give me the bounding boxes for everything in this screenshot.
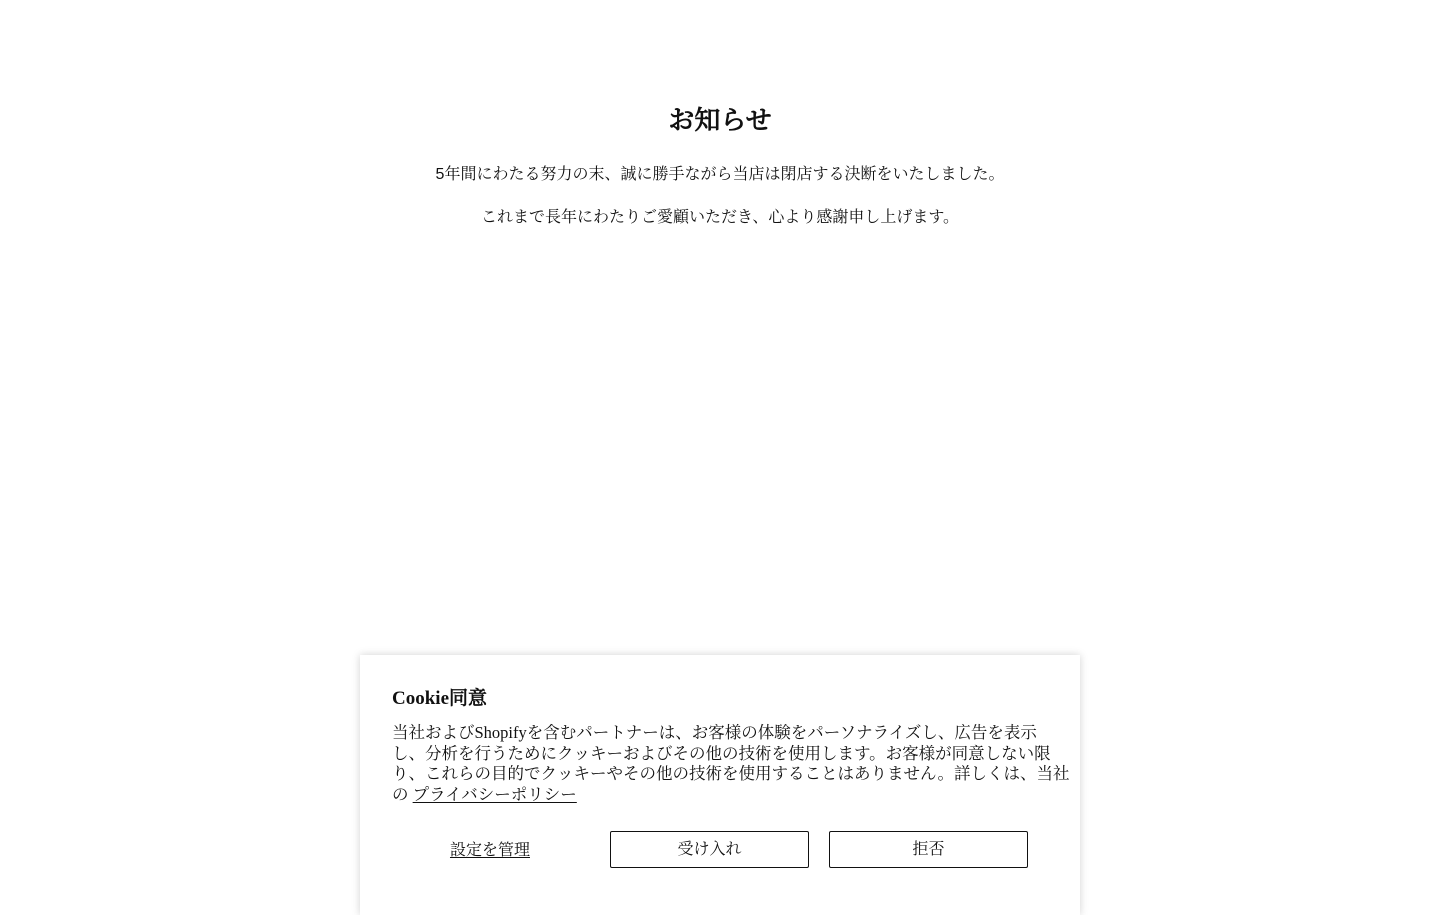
- cookie-description-line: り、これらの目的でクッキーやその他の技術を使用することはありません。詳しくは、当社: [392, 764, 1070, 783]
- notice-title: お知らせ: [668, 105, 772, 135]
- thank-you-message: これまで長年にわたりご愛顧いただき、心より感謝申し上げます。: [480, 209, 960, 226]
- cookie-consent-title: Cookie同意: [392, 688, 488, 709]
- accept-cookies-button[interactable]: 受け入れ: [610, 831, 809, 868]
- manage-settings-button[interactable]: 設定を管理: [422, 839, 558, 863]
- closure-message: 5年間にわたる努力の末、誠に勝手ながら当店は閉店する決断をいたしました。: [435, 166, 1005, 183]
- privacy-link-prefix: の: [392, 784, 413, 804]
- privacy-policy-link[interactable]: プライバシーポリシー: [412, 784, 577, 804]
- cookie-description-last-line: [392, 785, 1048, 806]
- cookie-description-line: 当社およびShopifyを含むパートナーは、お客様の体験をパーソナライズし、広告を表示: [392, 723, 1037, 742]
- reject-cookies-button[interactable]: 拒否: [829, 831, 1028, 868]
- cookie-consent-banner: [360, 655, 1080, 915]
- cookie-description-line: し、分析を行うためにクッキーおよびその他の技術を使用します。お客様が同意しない限: [392, 743, 1051, 763]
- cookie-consent-description: [392, 723, 1070, 805]
